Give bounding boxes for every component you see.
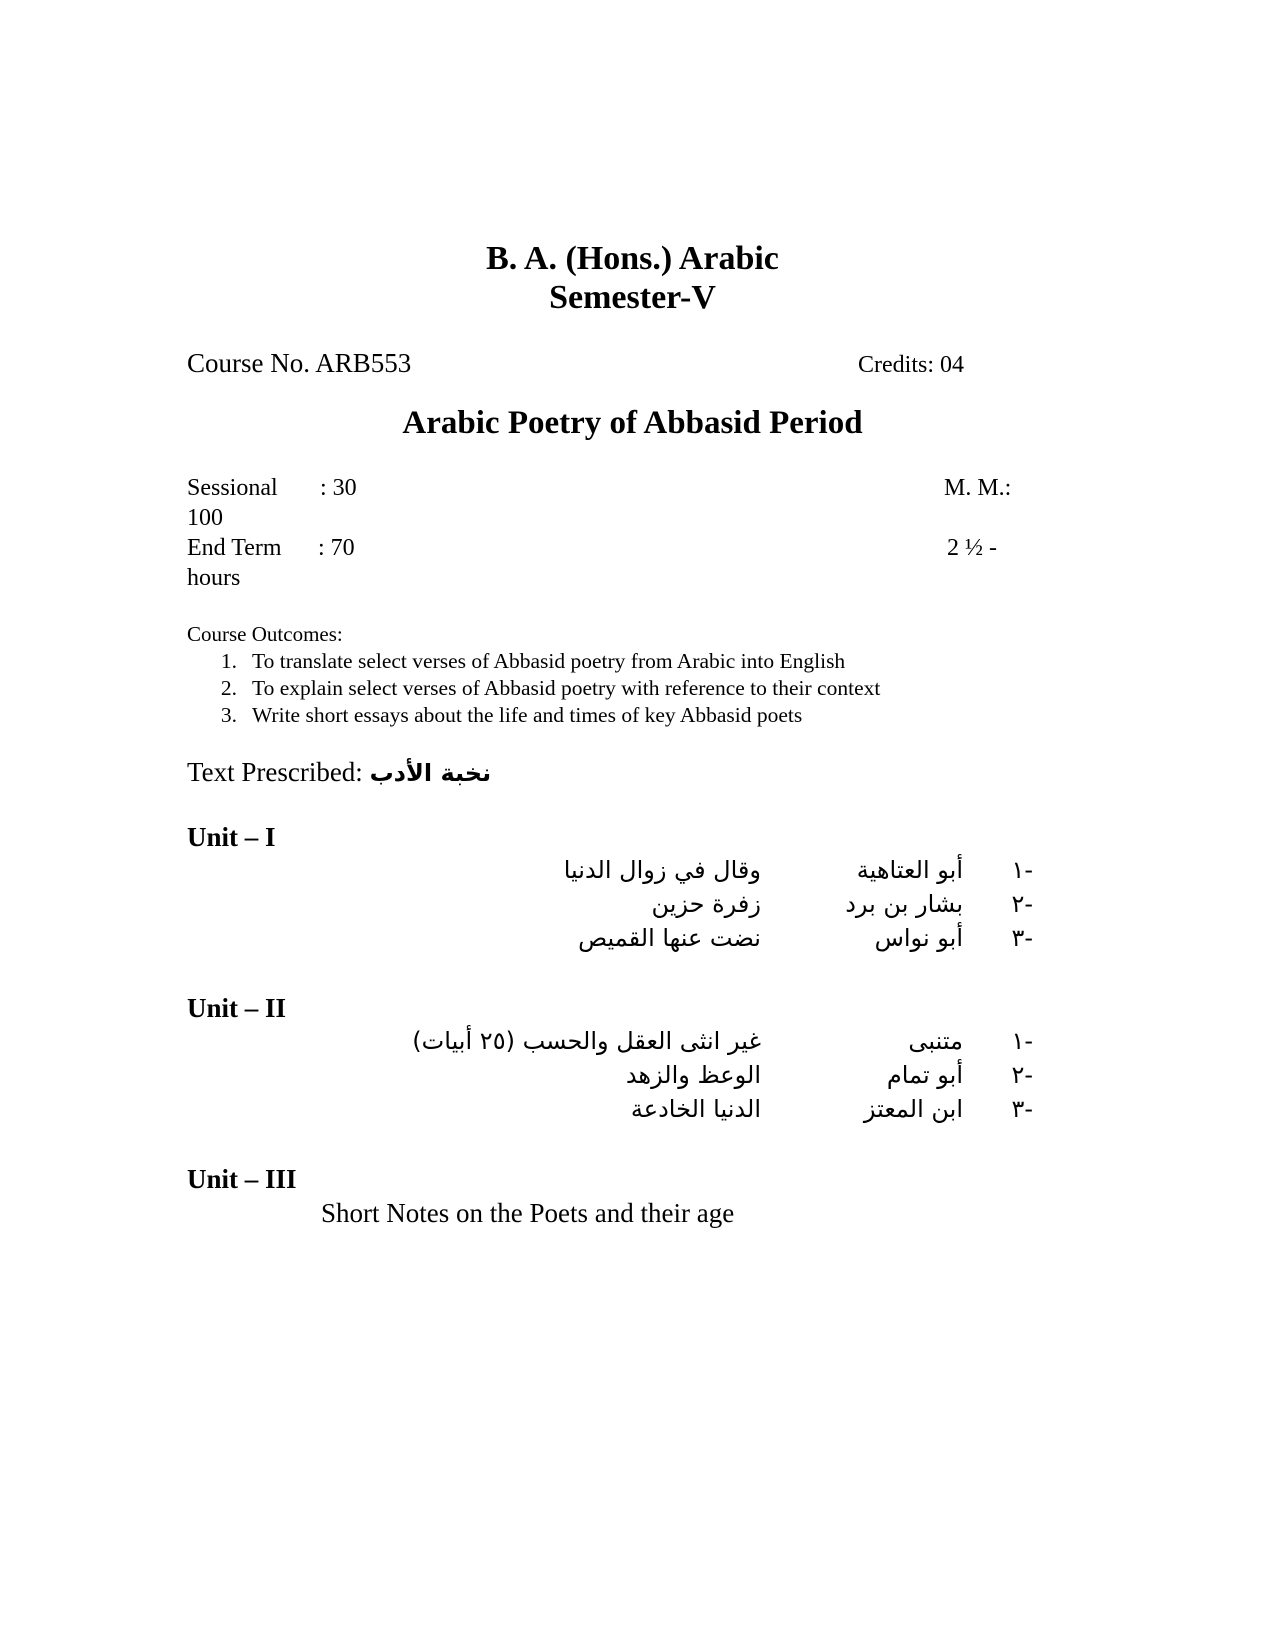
outcomes-heading: Course Outcomes:	[187, 622, 343, 646]
outcome-item	[203, 648, 880, 675]
duration-unit: hours	[187, 565, 241, 591]
outcome-item	[203, 675, 880, 702]
endterm-label: End Term	[187, 535, 282, 561]
program-title: B. A. (Hons.) Arabic	[486, 240, 779, 277]
outcomes-list	[203, 648, 880, 729]
outcome-number: 2.	[220, 676, 237, 700]
course-credits: Credits: 04	[858, 352, 964, 378]
unit-2-row-1-poet: متنبى	[908, 1027, 963, 1055]
unit-2-row-3-number: -٣	[1011, 1095, 1033, 1123]
unit-2-title: Unit – II	[187, 993, 287, 1023]
unit-2-row-2-poem: الوعظ والزهد	[625, 1061, 761, 1089]
text-prescribed	[187, 757, 491, 788]
unit-1-row-2-poem: زفرة حزين	[651, 890, 761, 918]
unit-1-row-1-poem: وقال في زوال الدنيا	[563, 856, 761, 884]
unit-2-row-3-poet: ابن المعتز	[863, 1095, 963, 1123]
outcome-number: 1.	[220, 649, 237, 673]
unit-1-row-3-number: -٣	[1011, 924, 1033, 952]
unit-3-title: Unit – III	[187, 1164, 297, 1194]
unit-2-row-2-poet: أبو تمام	[886, 1061, 963, 1089]
semester-title: Semester-V	[549, 279, 716, 316]
course-title: Arabic Poetry of Abbasid Period	[402, 405, 863, 441]
endterm-value: : 70	[318, 535, 355, 561]
unit-1-title: Unit – I	[187, 822, 276, 852]
text-prescribed-title: نخبة الأدب	[369, 759, 492, 787]
unit-1-row-1-number: -١	[1011, 856, 1033, 884]
max-marks-value: 100	[187, 505, 223, 531]
outcome-number: 3.	[220, 703, 237, 727]
course-number: Course No. ARB553	[187, 348, 412, 378]
unit-2-row-2-number: -٢	[1011, 1061, 1033, 1089]
unit-2-row-1-poem: غير انثى العقل والحسب (٢٥ أبيات)	[412, 1027, 761, 1055]
unit-1-row-3-poet: أبو نواس	[874, 924, 963, 952]
outcome-text: To translate select verses of Abbasid poetry from Arabic into English	[252, 649, 846, 673]
sessional-label: Sessional	[187, 475, 278, 501]
outcome-text: Write short essays about the life and times of key Abbasid poets	[252, 703, 803, 727]
unit-2-row-3-poem: الدنيا الخادعة	[630, 1095, 761, 1123]
unit-1-row-1-poet: أبو العتاهية	[856, 856, 963, 884]
unit-1-row-3-poem: نضت عنها القميص	[578, 924, 761, 952]
max-marks-label: M. M.:	[944, 475, 1012, 501]
unit-1-row-2-number: -٢	[1011, 890, 1033, 918]
duration-value: 2 ½ -	[947, 535, 997, 561]
outcome-item	[203, 702, 880, 729]
unit-2-row-1-number: -١	[1011, 1027, 1033, 1055]
outcome-text: To explain select verses of Abbasid poetry with reference to their context	[252, 676, 881, 700]
text-prescribed-label: Text Prescribed:	[187, 757, 363, 787]
sessional-value: : 30	[320, 475, 357, 501]
unit-1-row-2-poet: بشار بن برد	[845, 890, 963, 918]
unit-3-note: Short Notes on the Poets and their age	[321, 1198, 735, 1228]
